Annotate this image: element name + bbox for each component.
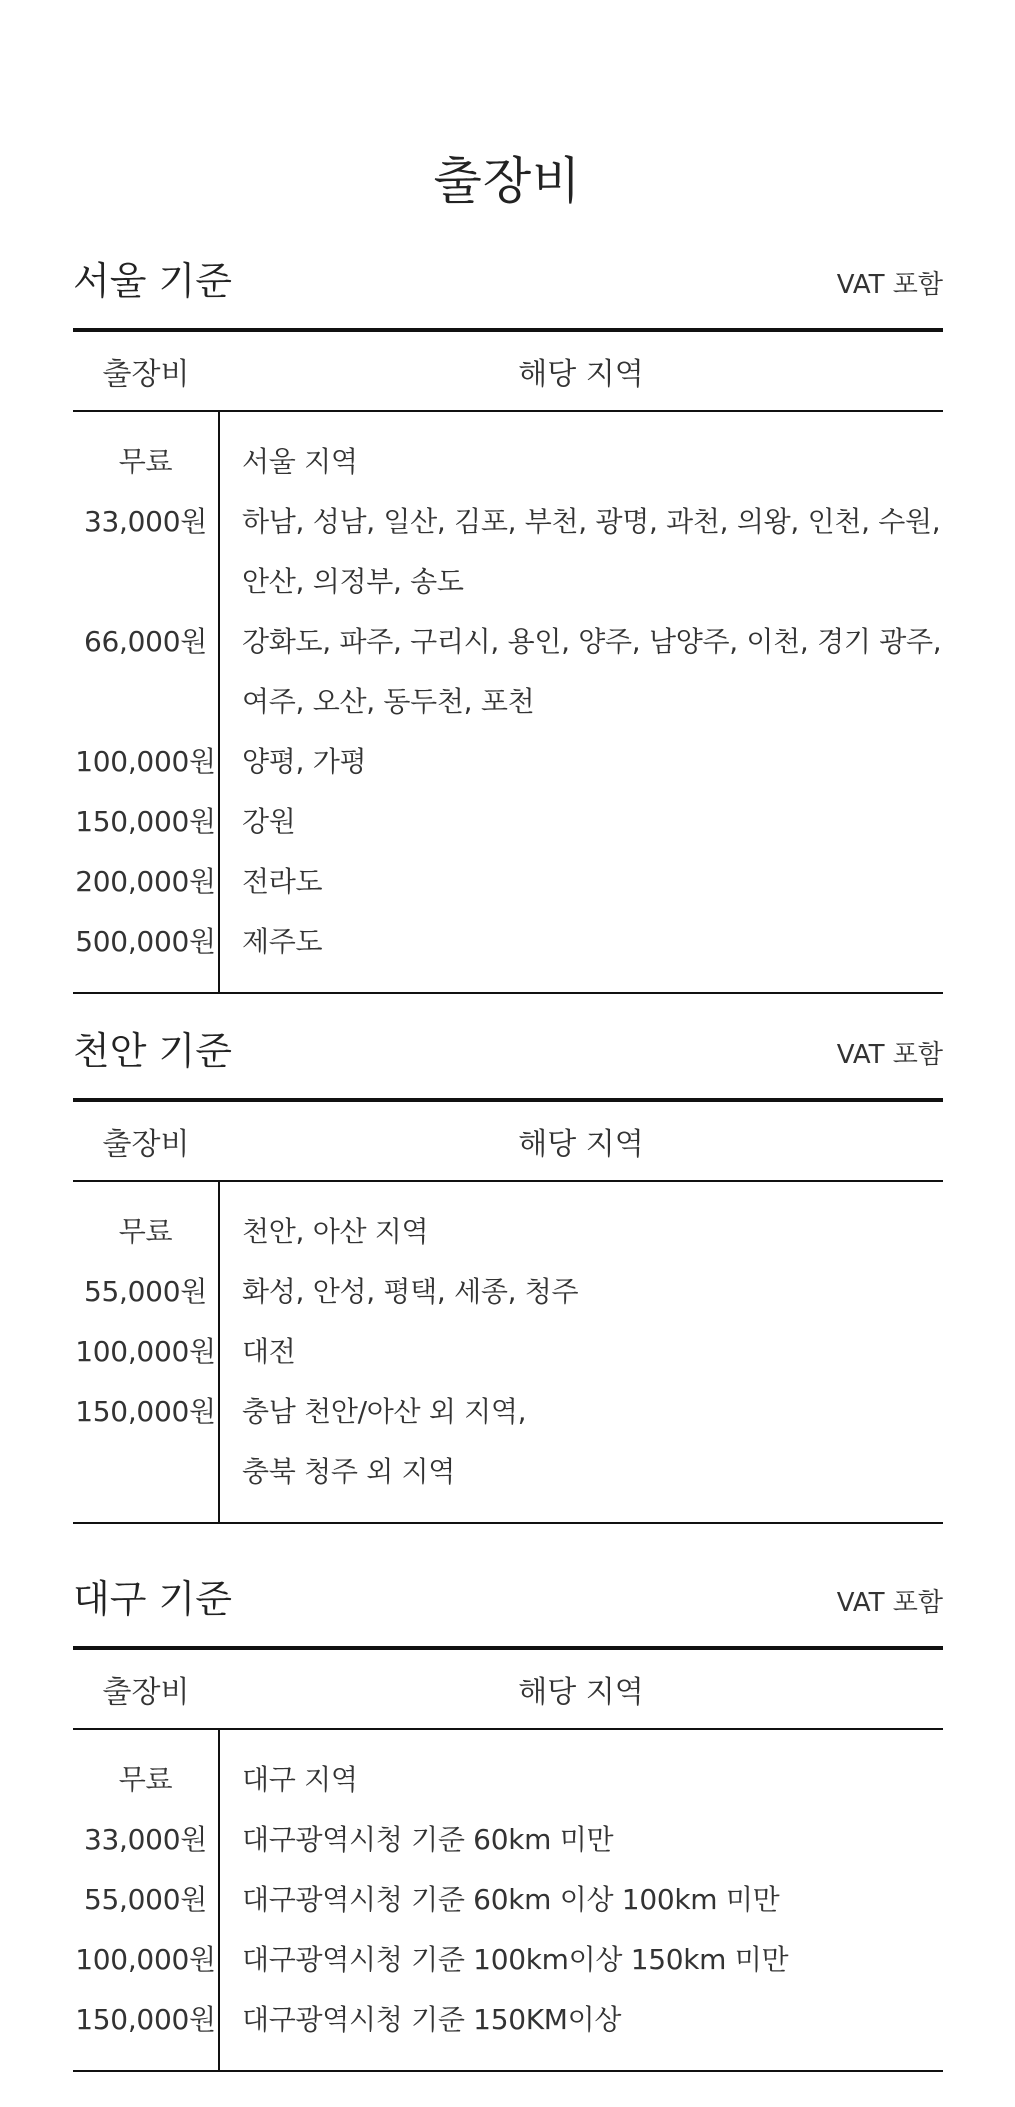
section-title: 대구 기준 [73,1577,232,1621]
section-cheonan [73,1018,943,1524]
table-row [73,1382,943,1523]
region-cell: 양평, 가평 [242,745,367,778]
region-cell: 전라도 [242,865,323,898]
fee-column-header: 출장비 [73,330,219,411]
fee-cell: 66,000원 [73,612,219,732]
region-cell: 충남 천안/아산 외 지역, 충북 청주 외 지역 [242,1395,527,1488]
fee-cell: 무료 [73,1181,219,1262]
section-title: 서울 기준 [73,259,232,303]
fee-table [73,328,943,994]
fee-cell: 100,000원 [73,732,219,792]
region-cell: 천안, 아산 지역 [242,1215,429,1248]
section-header [73,1566,943,1646]
table-row [73,1930,943,1990]
table-header-row [73,330,943,411]
region-cell: 대전 [242,1335,296,1368]
fee-cell: 150,000원 [73,1990,219,2071]
region-cell: 하남, 성남, 일산, 김포, 부천, 광명, 과천, 의왕, 인천, 수원, 안산, 의정부, 송도 [242,505,941,598]
fee-cell: 33,000원 [73,492,219,612]
region-cell: 강원 [242,805,296,838]
region-cell: 서울 지역 [242,445,358,478]
region-cell: 대구광역시청 기준 100km이상 150km 미만 [242,1943,789,1976]
region-cell: 대구광역시청 기준 60km 이상 100km 미만 [242,1883,780,1916]
fee-cell: 55,000원 [73,1870,219,1930]
table-header-row [73,1100,943,1181]
fee-column-header: 출장비 [73,1100,219,1181]
region-column-header: 해당 지역 [219,1100,943,1181]
fee-cell: 100,000원 [73,1930,219,1990]
table-row [73,1729,943,1810]
fee-cell: 150,000원 [73,792,219,852]
fee-cell: 200,000원 [73,852,219,912]
fee-cell: 33,000원 [73,1810,219,1870]
fee-cell: 55,000원 [73,1262,219,1322]
region-cell: 강화도, 파주, 구리시, 용인, 양주, 남양주, 이천, 경기 광주, 여주, 오산, 동두천, 포천 [242,625,942,718]
fee-table [73,1646,943,2072]
section-seoul [73,248,943,994]
table-row [73,492,943,612]
fee-column-header: 출장비 [73,1648,219,1729]
vat-label: VAT 포함 [836,1588,943,1618]
region-cell: 대구 지역 [242,1763,358,1796]
table-row [73,612,943,732]
table-row [73,411,943,492]
region-column-header: 해당 지역 [219,330,943,411]
region-cell: 대구광역시청 기준 150KM이상 [242,2003,622,2036]
fee-cell: 무료 [73,411,219,492]
region-column-header: 해당 지역 [219,1648,943,1729]
fee-cell: 100,000원 [73,1322,219,1382]
fee-cell: 무료 [73,1729,219,1810]
table-row [73,852,943,912]
fee-cell: 500,000원 [73,912,219,993]
section-title: 천안 기준 [73,1029,232,1073]
table-row [73,1810,943,1870]
fee-table [73,1098,943,1524]
table-row [73,912,943,993]
table-row [73,1262,943,1322]
section-daegu [73,1566,943,2072]
vat-label: VAT 포함 [836,1040,943,1070]
section-header [73,1018,943,1098]
section-header [73,248,943,328]
table-header-row [73,1648,943,1729]
region-cell: 화성, 안성, 평택, 세종, 청주 [242,1275,579,1308]
table-row [73,1870,943,1930]
vat-label: VAT 포함 [836,270,943,300]
region-cell: 제주도 [242,925,323,958]
region-cell: 대구광역시청 기준 60km 미만 [242,1823,614,1856]
fee-cell: 150,000원 [73,1382,219,1523]
table-row [73,1322,943,1382]
table-row [73,732,943,792]
page-title: 출장비 [433,151,582,210]
table-row [73,792,943,852]
table-row [73,1181,943,1262]
table-row [73,1990,943,2071]
